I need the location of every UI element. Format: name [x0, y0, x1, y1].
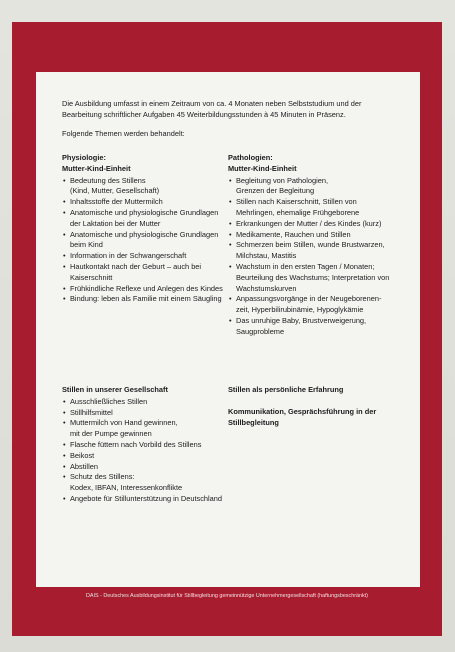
- pathologien-title: Pathologien:: [228, 153, 273, 162]
- list-item: • Beikost: [62, 451, 227, 462]
- kommunikation-heading: Kommunikation, Gesprächsführung in der Stillbegleitung: [228, 406, 377, 427]
- list-item: • Stillen nach Kaiserschnitt, Stillen von Mehrlingen, ehemalige Frühgeborene: [228, 197, 393, 219]
- themes-line: Folgende Themen werden behandelt:: [62, 129, 185, 138]
- pathologien-list: [228, 176, 393, 338]
- physiologie-title: Physiologie:: [62, 153, 106, 162]
- list-item: • Begleitung von Pathologien, Grenzen der Begleitung: [228, 176, 393, 198]
- physiologie-list: [62, 176, 227, 306]
- list-item: • Schmerzen beim Stillen, wunde Brustwarzen, Milchstau, Mastitis: [228, 240, 393, 262]
- gesellschaft-section: [62, 385, 227, 505]
- pathologien-section: [228, 153, 393, 338]
- erfahrung-heading: Stillen als persönliche Erfahrung: [228, 385, 344, 394]
- list-item: • Hautkontakt nach der Geburt – auch bei Kaiserschnitt: [62, 262, 227, 284]
- list-item: • Information in der Schwangerschaft: [62, 251, 227, 262]
- list-item: • Angebote für Stillunterstützung in Deutschland: [62, 494, 227, 505]
- list-item: • Stillhilfsmittel: [62, 408, 227, 419]
- list-item: • Anatomische und physiologische Grundlagen der Laktation bei der Mutter: [62, 208, 227, 230]
- list-item: • Anatomische und physiologische Grundlagen beim Kind: [62, 230, 227, 252]
- list-item: • Schutz des Stillens: Kodex, IBFAN, Interessenkonflikte: [62, 472, 227, 494]
- list-item: • Muttermilch von Hand gewinnen, mit der Pumpe gewinnen: [62, 418, 227, 440]
- footer-text: DAIS - Deutsches Ausbildungsinstitut für Stillbegleitung gemeinnützige Unternehmergesellschaft (haftungsbeschränkt): [86, 593, 368, 599]
- list-item: • Medikamente, Rauchen und Stillen: [228, 230, 393, 241]
- physiologie-subtitle: Mutter-Kind-Einheit: [62, 163, 131, 173]
- list-item: • Frühkindliche Reflexe und Anlegen des Kindes: [62, 284, 227, 295]
- list-item: • Erkrankungen der Mutter / des Kindes (kurz): [228, 219, 393, 230]
- list-item: • Wachstum in den ersten Tagen / Monaten; Beurteilung des Wachstums; Interpretation von Wachstumskurven: [228, 262, 393, 294]
- physiologie-section: [62, 153, 227, 305]
- right-bottom-section: [228, 385, 393, 428]
- intro-paragraph: Die Ausbildung umfasst in einem Zeitraum von ca. 4 Monaten neben Selbststudium und der Bearbeitung schriftlicher Aufgaben 45 Weiterbildungsstunden à 45 Minuten in Präsenz.: [62, 99, 362, 119]
- gesellschaft-title: Stillen in unserer Gesellschaft: [62, 385, 168, 394]
- list-item: • Ausschließliches Stillen: [62, 397, 227, 408]
- list-item: • Inhaltsstoffe der Muttermilch: [62, 197, 227, 208]
- list-item: • Das unruhige Baby, Brustverweigerung, Saugprobleme: [228, 316, 393, 338]
- list-item: • Anpassungsvorgänge in der Neugeborenen- zeit, Hyperbilirubinämie, Hypoglykämie: [228, 294, 393, 316]
- gesellschaft-list: [62, 397, 227, 505]
- list-item: • Bedeutung des Stillens (Kind, Mutter, Gesellschaft): [62, 176, 227, 198]
- list-item: • Abstillen: [62, 462, 227, 473]
- list-item: • Bindung: leben als Familie mit einem Säugling: [62, 294, 227, 305]
- list-item: • Flasche füttern nach Vorbild des Stillens: [62, 440, 227, 451]
- pathologien-subtitle: Mutter-Kind-Einheit: [228, 163, 297, 173]
- document-page: [36, 72, 420, 587]
